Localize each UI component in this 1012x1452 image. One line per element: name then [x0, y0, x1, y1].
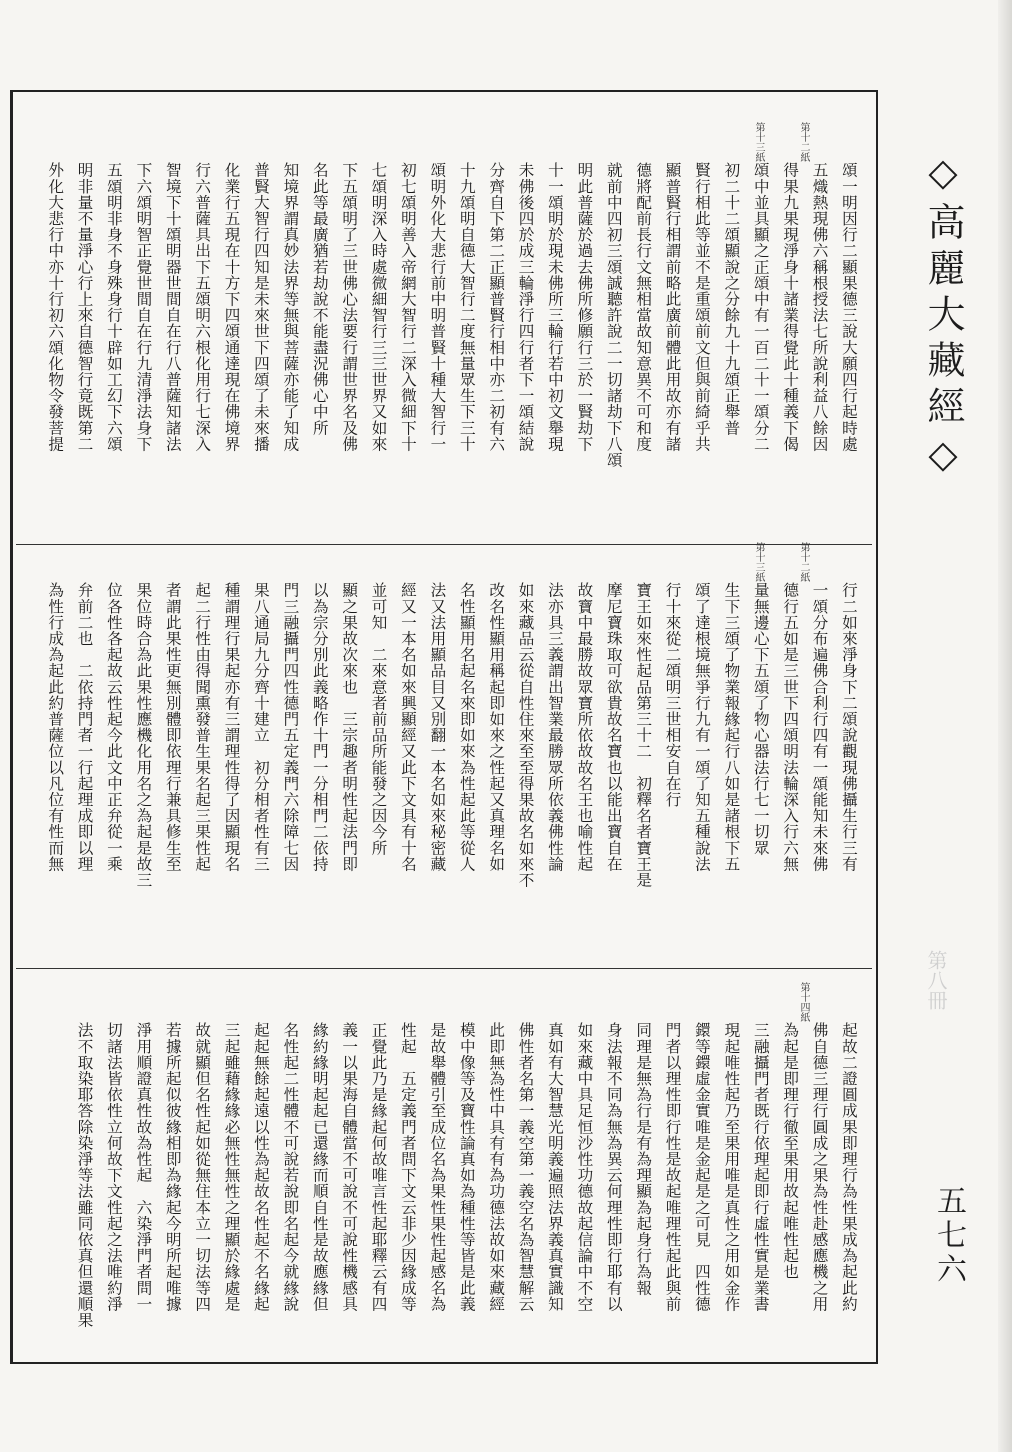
- text-column: 頌了達根境無爭行九有一頌了知五種說法: [692, 582, 711, 872]
- text-column: 初二十二頌顯說之分餘九十九頌正舉普: [722, 162, 741, 436]
- text-column: 五頌明非身不身殊身行十辟如工幻下六頌: [104, 162, 123, 452]
- text-column: 鐶等鐶虛金實唯是金起是之可見 四性德: [692, 1022, 711, 1312]
- text-column: 若據所起似彼緣相即為緣起今明所起唯據: [163, 1022, 182, 1312]
- text-column: 德行五如是三世下四頌明法輪深入行六無: [781, 582, 800, 872]
- text-column: 此即無為性中具有有為功德法故如來藏經: [487, 1022, 506, 1312]
- frame-right-rule: [876, 92, 878, 1362]
- text-column: 同理是無為行是有為理顯為起身行為報: [634, 1022, 653, 1296]
- text-column: 真如有大智慧光明義遍照法界義真實識知: [545, 1022, 564, 1312]
- text-column: 法不取染耶答除染淨等法雖同依真但還順果: [75, 1022, 94, 1328]
- text-column: 七頌明深入時處微細智行三三世界又如來: [369, 162, 388, 452]
- text-column: 門者以理性即行性是故起唯理性起此與前: [663, 1022, 682, 1312]
- text-column: 下五頌明了三世佛心法要行謂世界名及佛: [340, 162, 359, 452]
- text-column: 佛性者名第一義空第一義空名為智慧解云: [516, 1022, 535, 1312]
- text-column: 十一頌明於現未佛所三輪行若中初文舉現: [545, 162, 564, 452]
- text-column: 起故二證圓成果即理行為性果成為起此約: [839, 1022, 858, 1312]
- text-column: 顯普賢行相謂前略此廣前體此用故亦有諸: [663, 162, 682, 452]
- text-column: 得果九果現淨身十諸業得覺此十種義下偈: [781, 162, 800, 452]
- text-column: 如來藏中具足恒沙性功德故起信論中不空: [575, 1022, 594, 1312]
- text-frame: [10, 90, 878, 1364]
- text-column: 現起唯性起乃至果用唯是真性之用如金作: [722, 1022, 741, 1312]
- text-column: 正覺此乃是緣起何故唯言性起耶釋云有四: [369, 1022, 388, 1312]
- panel-divider-1: [16, 544, 872, 545]
- text-column: 三起雖藉緣緣必無性無性之理顯於緣處是: [222, 1022, 241, 1312]
- text-column: 改名性顯用稱起即如來之性起又真理名如: [487, 582, 506, 872]
- text-column: 摩尼寶珠取可欲貴故名寶也以能出寶自在: [604, 582, 623, 872]
- text-column: 切諸法皆依性立何故下文性起之法唯約淨: [104, 1022, 123, 1312]
- text-column: 行六普薩具出下五頌明六根化用行七深入: [193, 162, 212, 452]
- folio-marker: 第十二紙: [798, 122, 809, 162]
- text-column: 名性起二性體不可說若說即名起今就緣說: [281, 1022, 300, 1312]
- folio-marker: 第十三紙: [753, 122, 764, 162]
- text-column: 法又法用顯品目又別翻一本名如來秘密藏: [428, 582, 447, 872]
- text-column: 德將配前長行文無相當故知意異不可和度: [634, 162, 653, 452]
- text-column: 一頌分布遍佛合利行四有一頌能知未來佛: [810, 582, 829, 872]
- text-column: 位各性各起故云性起今此文中正弁從一乘: [104, 582, 123, 872]
- text-column: 義一以果海自體當不可說不可說性機感具: [340, 1022, 359, 1312]
- text-column: 果位時合為此果性應機化用名之為起是故三: [134, 582, 153, 888]
- text-panel-bottom: [16, 982, 872, 1352]
- text-column: 是故舉體引至成位名為果性果性起感名為: [428, 1022, 447, 1312]
- text-column: 以為宗分別此義略作十門一分相門二依持: [310, 582, 329, 872]
- text-panel-top: [16, 122, 872, 602]
- text-column: 未佛後四於成三輪淨行四行者下一頌結說: [516, 162, 535, 452]
- folio-marker: 第十三紙: [753, 542, 764, 582]
- text-column: 普賢大智行四知是未來世下四頌了未來播: [251, 162, 270, 452]
- text-column: 初七頌明善入帝網大智行二深入微細下十: [398, 162, 417, 452]
- text-column: 模中像等及寶性論真如為種性等皆是此義: [457, 1022, 476, 1312]
- text-panel-middle: [16, 542, 872, 972]
- text-column: 行十來從二頌明三世相安自在行: [663, 582, 682, 808]
- volume-stamp: 第八冊: [924, 950, 948, 1010]
- text-column: 賢行相此等並不是重頌前文但與前綺乎共: [692, 162, 711, 452]
- text-column: 智境下十頌明器世間自在行八普薩知諸法: [163, 162, 182, 452]
- text-column: 身法報不同為無為異云何理性即行耶有以: [604, 1022, 623, 1312]
- folio-marker: 第十四紙: [798, 982, 809, 1022]
- text-column: 明非量不量淨心行上來自德智行竟既第二: [75, 162, 94, 452]
- text-column: 法亦具三義謂出智業最勝眾所依義佛性論: [545, 582, 564, 872]
- text-column: 佛自德三理行圓成之果為性赴感應機之用: [810, 1022, 829, 1312]
- text-column: 分齊自下第二正顯普賢行相中亦二初有六: [487, 162, 506, 452]
- page-edge-shadow: [998, 0, 1012, 1452]
- text-column: 緣約緣明起起已還緣而順自性是故應緣但: [310, 1022, 329, 1312]
- text-column: 起起無餘起遠以性為起故名性起不名緣起: [251, 1022, 270, 1312]
- text-column: 名性顯用名起名來即如來為性起此等從人: [457, 582, 476, 872]
- text-column: 寶王如來性起品第三十二 初釋名者寶王是: [634, 582, 653, 888]
- frame-left-rule: [10, 92, 13, 1362]
- text-column: 頌明外化大悲行前中明普賢十種大智行一: [428, 162, 447, 452]
- text-column: 行二如來淨身下二頌說觀現佛攝生行三有: [839, 582, 858, 872]
- text-column: 就前中四初三頌誠聽許說二一切諸劫下八頌: [604, 162, 623, 468]
- text-column: 三融攝門者既行依理起即行虛性實是業書: [751, 1022, 770, 1312]
- text-column: 起二行性由得聞熏發普生果名起三果性起: [193, 582, 212, 872]
- text-column: 弁前二也 二依持門者一行起理成即以理: [75, 582, 94, 872]
- text-column: 淨用順證真性故為性起 六染淨門者問一: [134, 1022, 153, 1312]
- text-column: 故寶中最勝故眾寶所依故故名王也喻性起: [575, 582, 594, 872]
- text-column: 性起 五定義門者問下文云非少因緣成等: [398, 1022, 417, 1312]
- text-column: 果八通局九分齊十建立 初分相者性有三: [251, 582, 270, 872]
- text-column: 生下三頌了物業報緣起行八如是諸根下五: [722, 582, 741, 872]
- text-column: 者謂此果性更無別體即依理行兼具修生至: [163, 582, 182, 872]
- text-column: 為起是即理行徹至果用故起唯性起也: [781, 1022, 800, 1280]
- text-column: 顯之果故次來也 三宗趣者明性起法門即: [340, 582, 359, 872]
- book-title: ◇高麗大藏經◇: [921, 150, 965, 484]
- text-column: 經又一本名如來興顯經又此下文具有十名: [398, 582, 417, 872]
- panel-divider-2: [16, 968, 872, 969]
- text-column: 十九頌明自德大智行二度無量眾生下三十: [457, 162, 476, 452]
- text-column: 名此等最廣猶若劫說不能盡況佛心中所: [310, 162, 329, 436]
- page-number: 五七六: [931, 1185, 966, 1287]
- text-column: 並可知 二來意者前品所能發之因今所: [369, 582, 388, 856]
- text-column: 頌一明因行二顯果德三說大願四行起時處: [839, 162, 858, 452]
- text-column: 外化大悲行中亦十行初六頌化物令發菩提: [46, 162, 65, 452]
- text-column: 為性行成為起此約普薩位以凡位有性而無: [46, 582, 65, 872]
- text-column: 明此普薩於過去佛所修願行三於一賢劫下: [575, 162, 594, 452]
- text-column: 五熾熱現佛六稱根授法七所說利益八餘因: [810, 162, 829, 452]
- text-column: 下六頌明智正覺世間自在行九清淨法身下: [134, 162, 153, 452]
- text-column: 知境界謂真妙法界等無與菩薩亦能了知成: [281, 162, 300, 452]
- text-column: 化業行五現在十方下四頌通達現在佛境界: [222, 162, 241, 452]
- text-column: 頌中並具顯之正頌中有一百二十一頌分二: [751, 162, 770, 452]
- text-column: 如來藏品云從自性住來至至得果故名如來不: [516, 582, 535, 888]
- folio-marker: 第十二紙: [798, 542, 809, 582]
- text-column: 量無邊心下五頌了物心器法行七一切眾: [751, 582, 770, 856]
- text-column: 種謂理行果起亦有三謂理性得了因顯現名: [222, 582, 241, 872]
- text-column: 故就顯但名性起如從無住本立一切法等四: [193, 1022, 212, 1312]
- text-column: 門三融攝門四性德門五定義門六除障七因: [281, 582, 300, 872]
